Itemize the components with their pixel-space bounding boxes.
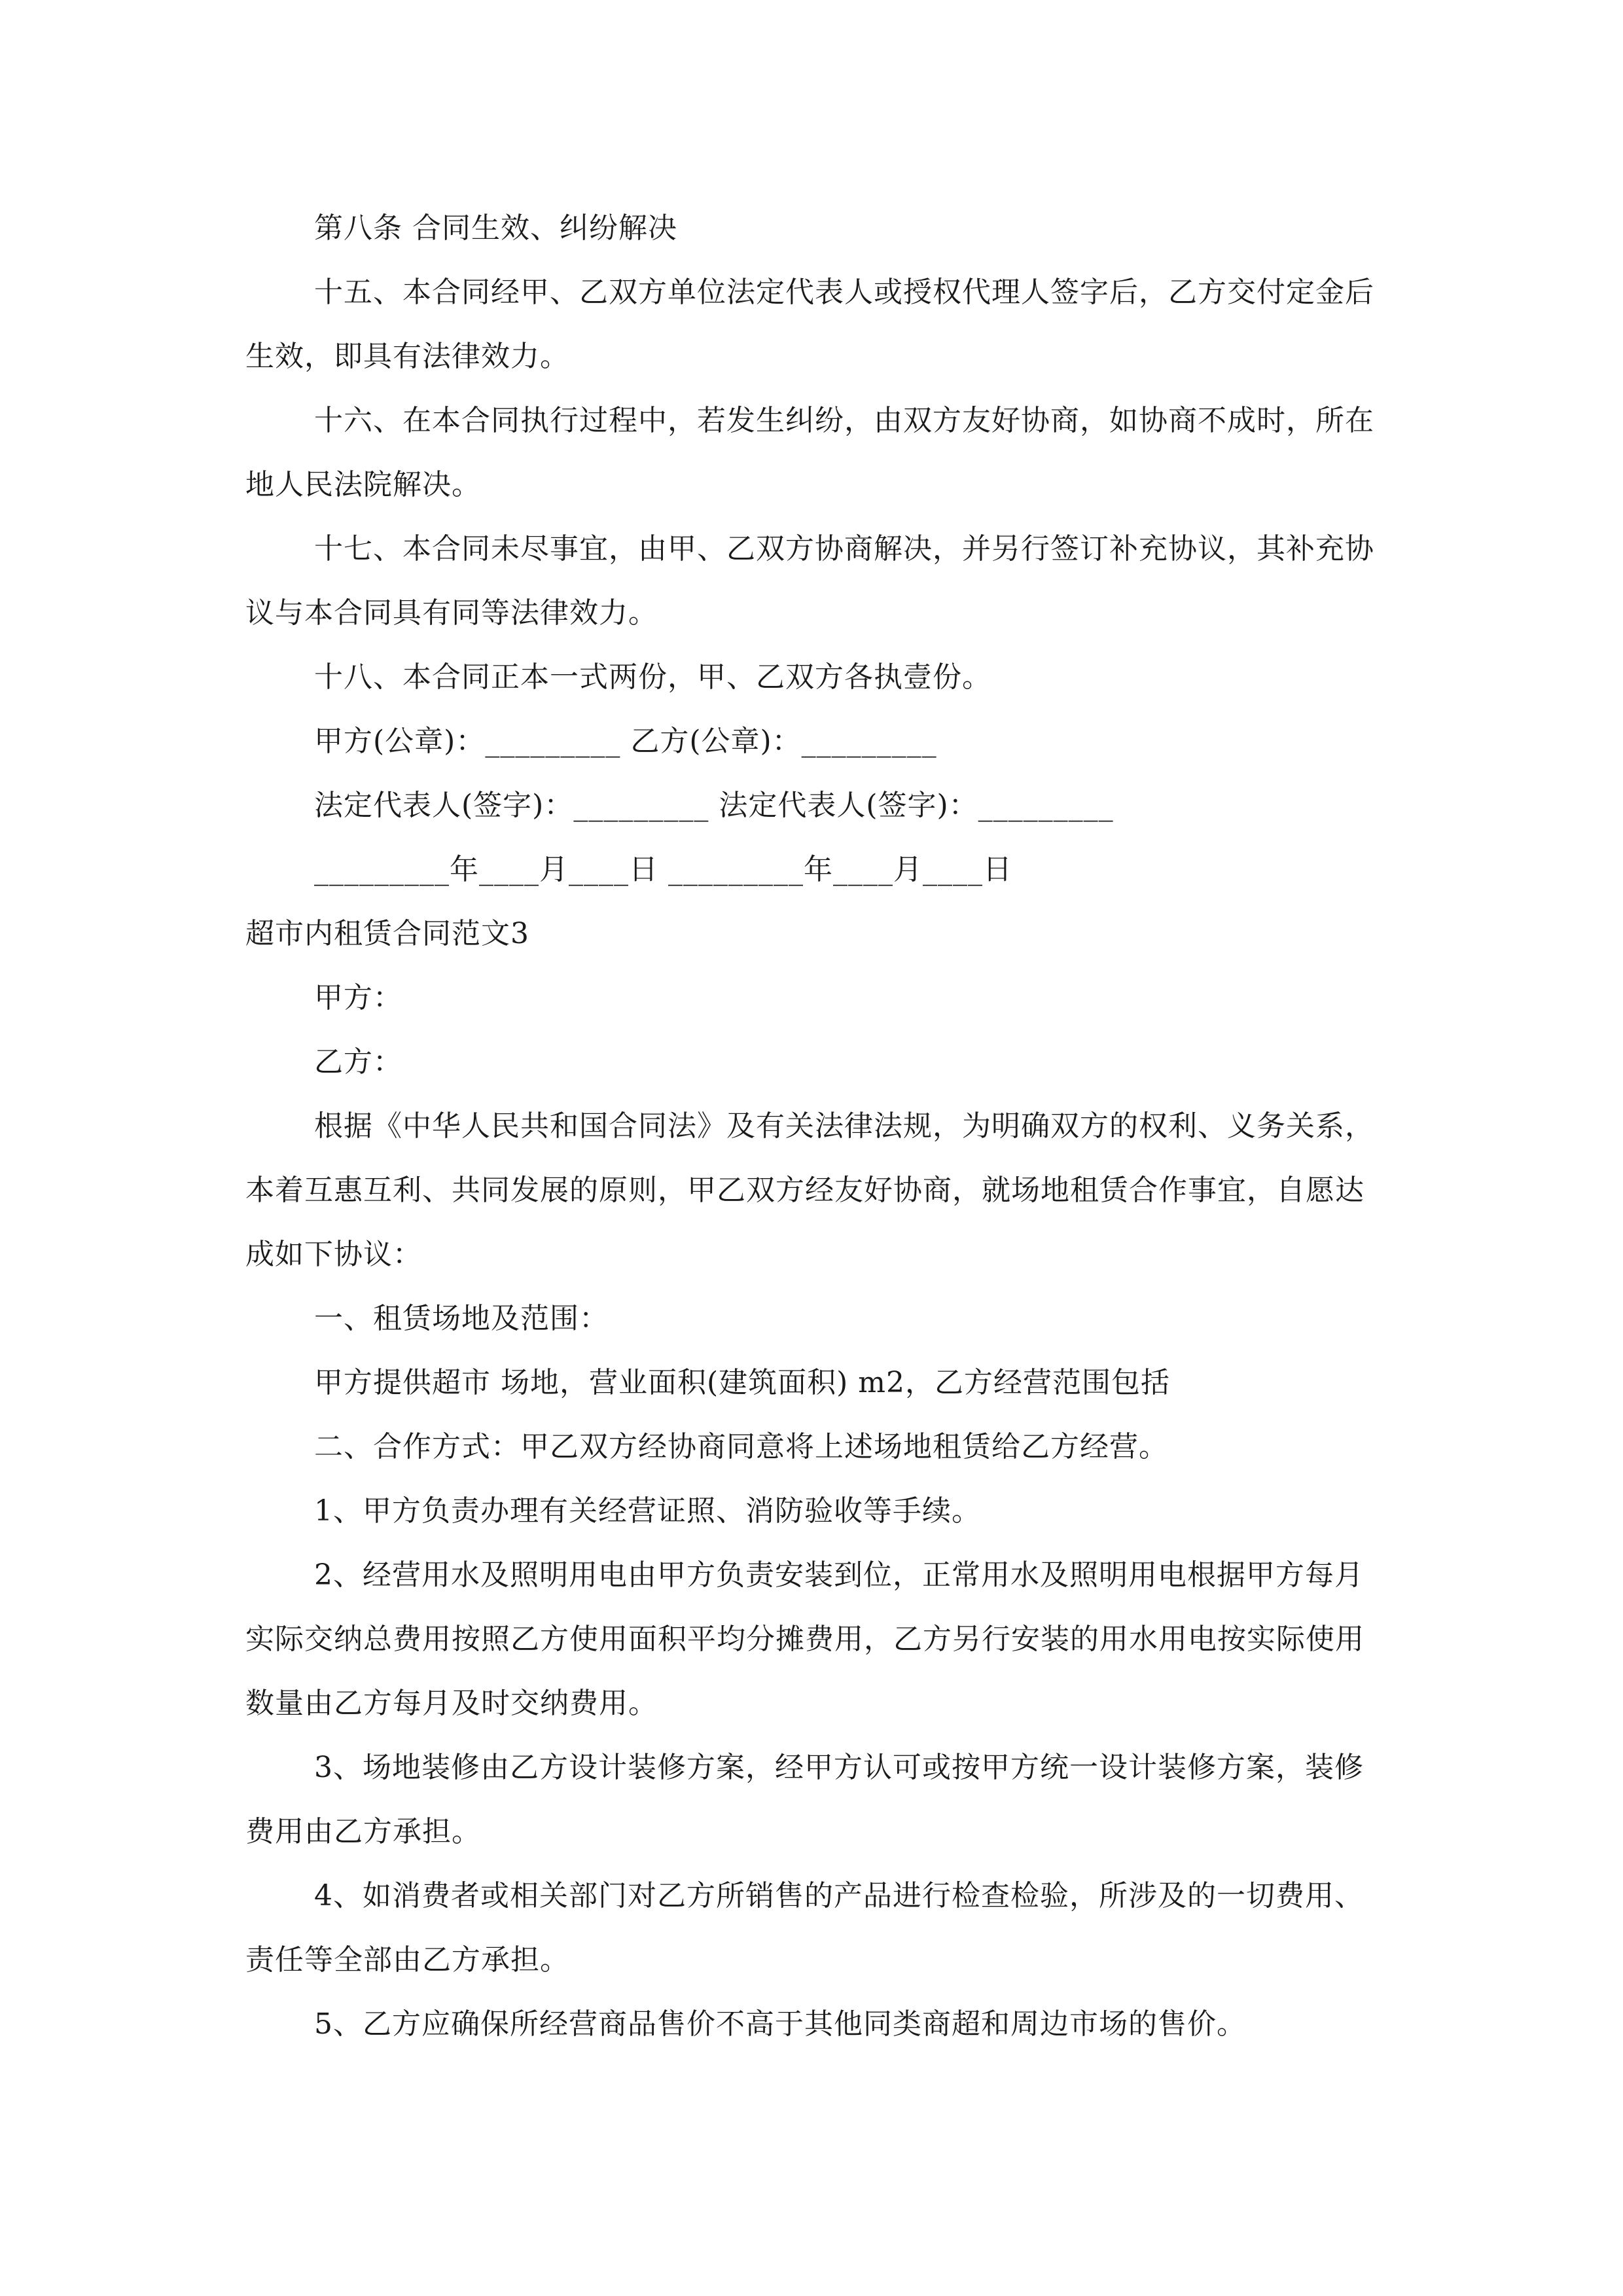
party-a: 甲方： (314, 981, 402, 1014)
section-2-heading: 二、合作方式：甲乙双方经协商同意将上述场地租赁给乙方经营。 (314, 1430, 1168, 1463)
date-line: _________年____月____日 _________年____月____日 (314, 853, 1012, 886)
item-3: 3、场地装修由乙方设计装修方案，经甲方认可或按甲方统一设计装修方案，装修费用由乙方承担。 (245, 1751, 1364, 1848)
section-1-heading: 一、租赁场地及范围： (314, 1302, 609, 1335)
item-5: 5、乙方应确保所经营商品售价不高于其他同类商超和周边市场的售价。 (314, 2007, 1246, 2041)
document-body (245, 196, 1381, 2056)
seal-line: 甲方(公章)：_________ 乙方(公章)：_________ (314, 725, 937, 758)
document-title: 超市内租赁合同范文3 (245, 917, 529, 950)
preamble: 根据《中华人民共和国合同法》及有关法律法规，为明确双方的权利、义务关系，本着互惠互利、共同发展的原则，甲乙双方经友好协商，就场地租赁合作事宜，自愿达成如下协议： (245, 1109, 1374, 1271)
section-1-body: 甲方提供超市 场地，营业面积(建筑面积) m2，乙方经营范围包括 (314, 1366, 1171, 1399)
item-1: 1、甲方负责办理有关经营证照、消防验收等手续。 (314, 1494, 981, 1528)
clause-15: 十五、本合同经甲、乙双方单位法定代表人或授权代理人签字后，乙方交付定金后生效，即具有法律效力。 (245, 276, 1374, 373)
party-b: 乙方： (314, 1045, 402, 1079)
signature-line: 法定代表人(签字)：_________ 法定代表人(签字)：_________ (314, 789, 1114, 822)
clause-16: 十六、在本合同执行过程中，若发生纠纷，由双方友好协商，如协商不成时，所在地人民法院解决。 (245, 404, 1374, 501)
section-heading: 第八条 合同生效、纠纷解决 (314, 211, 677, 245)
item-2: 2、经营用水及照明用电由甲方负责安装到位，正常用水及照明用电根据甲方每月实际交纳总费用按照乙方使用面积平均分摊费用，乙方另行安装的用水用电按实际使用数量由乙方每月及时交纳费用。 (245, 1558, 1364, 1720)
clause-18: 十八、本合同正本一式两份，甲、乙双方各执壹份。 (314, 660, 991, 694)
clause-17: 十七、本合同未尽事宜，由甲、乙双方协商解决，并另行签订补充协议，其补充协议与本合同具有同等法律效力。 (245, 532, 1374, 630)
item-4: 4、如消费者或相关部门对乙方所销售的产品进行检查检验，所涉及的一切费用、责任等全部由乙方承担。 (245, 1879, 1364, 1977)
